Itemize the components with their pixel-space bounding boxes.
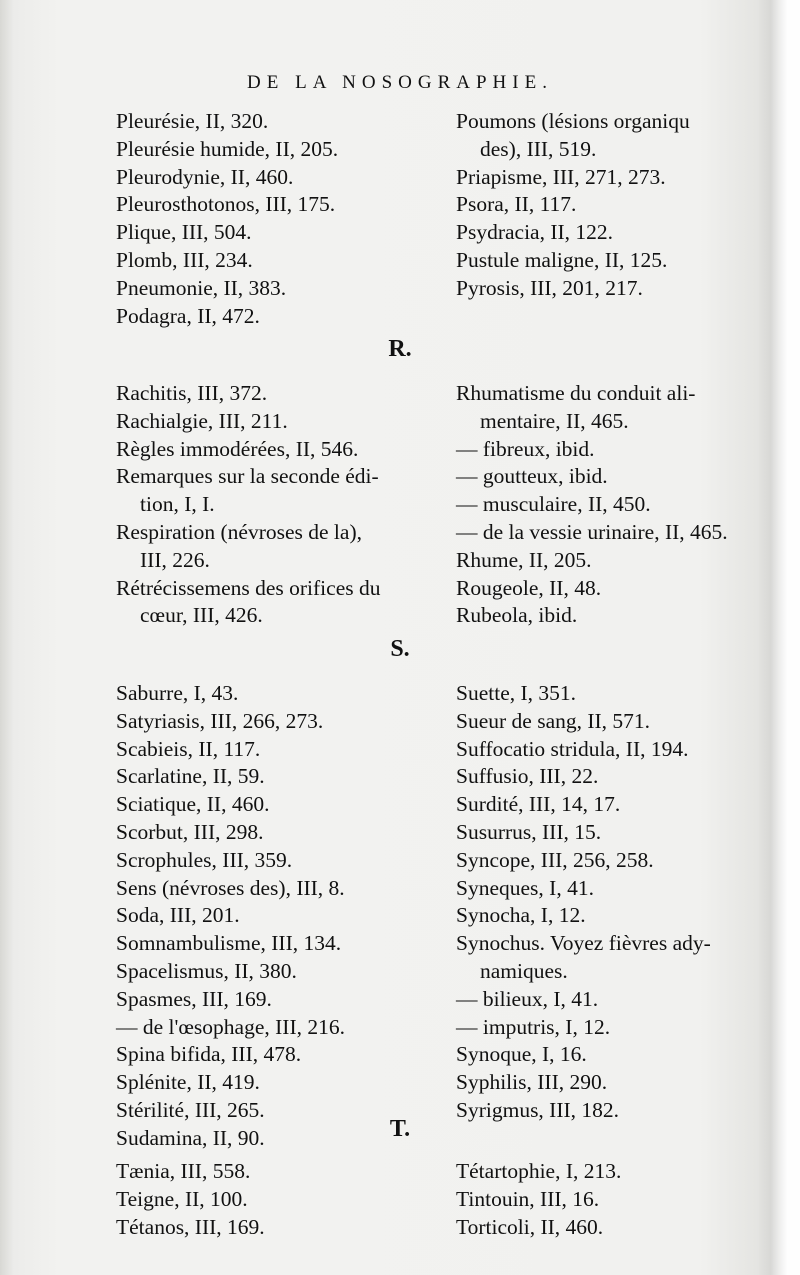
- r-left-column: [116, 380, 381, 630]
- index-entry: Susurrus, III, 15.: [456, 819, 602, 844]
- index-entry: Pleurésie humide, II, 205.: [116, 136, 339, 161]
- index-entry: Teigne, II, 100.: [116, 1186, 248, 1211]
- index-entry: Psydracia, II, 122.: [456, 220, 614, 245]
- index-entry: Spina bifida, III, 478.: [116, 1042, 302, 1067]
- index-entry: Règles immodérées, II, 546.: [116, 436, 359, 461]
- index-entry: Pustule maligne, II, 125.: [456, 247, 668, 272]
- index-entry: — de la vessie urinaire, II, 465.: [456, 519, 728, 544]
- index-entry: Plomb, III, 234.: [116, 247, 253, 272]
- running-head: DE LA NOSOGRAPHIE.: [247, 72, 553, 93]
- index-entry: Tétanos, III, 169.: [116, 1214, 265, 1239]
- index-entry: Tétartophie, I, 213.: [456, 1159, 622, 1183]
- index-entry: Tænia, III, 558.: [116, 1159, 251, 1183]
- index-entry: Sueur de sang, II, 571.: [456, 708, 651, 733]
- index-entry: Soda, III, 201.: [116, 903, 240, 928]
- index-entry: Respiration (névroses de la),: [116, 519, 362, 544]
- t-left-column: [116, 1158, 265, 1241]
- index-entry-continuation: des), III, 519.: [480, 136, 597, 161]
- index-entry: Splénite, II, 419.: [116, 1070, 260, 1095]
- index-entry: Plique, III, 504.: [116, 220, 252, 245]
- index-entry: Scabieis, II, 117.: [116, 736, 261, 761]
- index-entry: — fibreux, ibid.: [456, 436, 595, 461]
- index-entry: Podagra, II, 472.: [116, 303, 260, 328]
- r-right-column: [456, 380, 728, 630]
- index-entry: Priapisme, III, 271, 273.: [456, 164, 666, 189]
- section-letter-t: T.: [389, 1116, 411, 1142]
- index-entry: Rachitis, III, 372.: [116, 381, 268, 405]
- index-entry: — goutteux, ibid.: [456, 464, 608, 489]
- index-entry: Spasmes, III, 169.: [116, 986, 272, 1011]
- index-entry: — musculaire, II, 450.: [456, 492, 651, 517]
- index-entry: Suffusio, III, 22.: [456, 764, 599, 789]
- index-entry: Pneumonie, II, 383.: [116, 275, 287, 300]
- index-entry: Rachialgie, III, 211.: [116, 408, 288, 433]
- index-entry: Synochus. Voyez fièvres ady-: [456, 931, 711, 956]
- index-entry: Rétrécissemens des orifices du: [116, 575, 381, 600]
- index-entry: Suette, I, 351.: [456, 681, 577, 705]
- index-entry-continuation: mentaire, II, 465.: [480, 408, 629, 433]
- index-entry: Syrigmus, III, 182.: [456, 1097, 620, 1122]
- index-entry: Stérilité, III, 265.: [116, 1097, 265, 1122]
- section-letter-r: R.: [388, 336, 412, 362]
- s-left-column: [116, 680, 345, 1153]
- index-entry: Pleurodynie, II, 460.: [116, 164, 294, 189]
- index-entry: Scrophules, III, 359.: [116, 847, 293, 872]
- index-entry: Remarques sur la seconde édi-: [116, 464, 379, 489]
- index-entry: — de l'œsophage, III, 216.: [116, 1014, 345, 1039]
- index-entry: Suffocatio stridula, II, 194.: [456, 736, 689, 761]
- index-entry: Rougeole, II, 48.: [456, 575, 602, 600]
- torn-page-edge: [758, 0, 800, 1275]
- index-entry: Surdité, III, 14, 17.: [456, 792, 621, 817]
- section-letter-s: S.: [390, 636, 410, 662]
- index-entry: Rubeola, ibid.: [456, 603, 578, 628]
- p-right-column: [456, 108, 690, 303]
- index-entry-continuation: III, 226.: [140, 547, 210, 572]
- index-entry: Saburre, I, 43.: [116, 681, 239, 705]
- index-entry: Sudamina, II, 90.: [116, 1125, 265, 1150]
- t-right-column: [456, 1158, 621, 1241]
- index-entry-continuation: namiques.: [480, 958, 568, 983]
- index-entry: Poumons (lésions organiqu: [456, 109, 690, 133]
- index-entry: Syncope, III, 256, 258.: [456, 847, 654, 872]
- index-entry: Scarlatine, II, 59.: [116, 764, 265, 789]
- index-entry: — bilieux, I, 41.: [456, 986, 599, 1011]
- p-left-column: [116, 108, 338, 330]
- index-entry: Rhume, II, 205.: [456, 547, 592, 572]
- index-entry: Sens (névroses des), III, 8.: [116, 875, 345, 900]
- index-entry: Satyriasis, III, 266, 273.: [116, 708, 324, 733]
- index-entry: Somnambulisme, III, 134.: [116, 931, 342, 956]
- index-entry: Scorbut, III, 298.: [116, 819, 264, 844]
- index-entry: Torticoli, II, 460.: [456, 1214, 604, 1239]
- index-entry-continuation: cœur, III, 426.: [140, 603, 263, 628]
- index-entry: Syneques, I, 41.: [456, 875, 594, 900]
- index-entry-continuation: tion, I, I.: [140, 492, 215, 517]
- index-entry: Sciatique, II, 460.: [116, 792, 270, 817]
- index-entry: Synocha, I, 12.: [456, 903, 586, 928]
- index-entry: Psora, II, 117.: [456, 192, 577, 217]
- s-right-column: [456, 680, 711, 1125]
- index-entry: Rhumatisme du conduit ali-: [456, 381, 696, 405]
- index-entry: Spacelismus, II, 380.: [116, 958, 297, 983]
- index-entry: — imputris, I, 12.: [456, 1014, 611, 1039]
- index-entry: Synoque, I, 16.: [456, 1042, 587, 1067]
- index-entry: Syphilis, III, 290.: [456, 1070, 608, 1095]
- index-entry: Pleurosthotonos, III, 175.: [116, 192, 336, 217]
- index-entry: Tintouin, III, 16.: [456, 1186, 600, 1211]
- index-entry: Pyrosis, III, 201, 217.: [456, 275, 643, 300]
- index-entry: Pleurésie, II, 320.: [116, 109, 269, 133]
